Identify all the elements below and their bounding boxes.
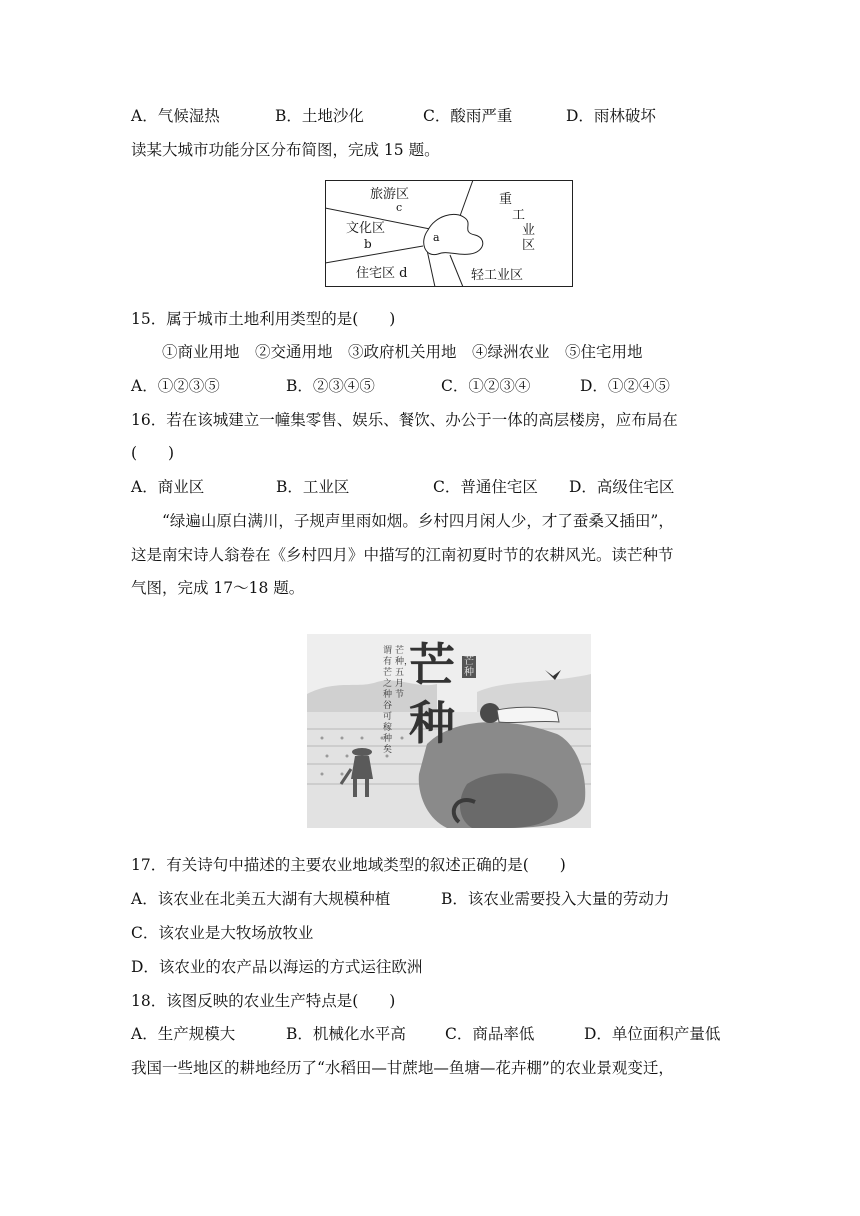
q18-stem: 18．该图反映的农业生产特点是( ): [131, 992, 396, 1010]
map-label-light: 轻工业区: [471, 268, 524, 283]
poem-line-1: “绿遍山原白满川，子规声里雨如烟。乡村四月闲人少，才了蚕桑又插田”，: [162, 512, 674, 530]
map-label-heavy-1: 重: [499, 192, 513, 207]
q17-option-b: B．该农业需要投入大量的劳动力: [441, 890, 670, 908]
q18-option-a: A．生产规模大: [131, 1025, 236, 1043]
map-label-culture: 文化区: [346, 221, 386, 236]
q17-stem: 17．有关诗句中描述的主要农业地域类型的叙述正确的是( ): [131, 856, 566, 874]
q14-option-a: A．气候湿热: [131, 107, 220, 125]
intro-q15: 读某大城市功能分区分布简图，完成 15 题。: [131, 141, 440, 159]
q15-stem: 15．属于城市土地利用类型的是( ): [131, 310, 396, 328]
q16-option-d: D．高级住宅区: [569, 478, 675, 496]
q16-option-b: B．工业区: [276, 478, 350, 496]
map-letter-b: b: [364, 237, 372, 251]
q17-option-c: C．该农业是大牧场放牧业: [131, 924, 314, 942]
map-label-heavy-3: 业: [522, 223, 536, 238]
q15-option-a: A．①②③⑤: [131, 377, 220, 395]
q16-option-c: C．普通住宅区: [433, 478, 538, 496]
q14-option-d: D．雨林破坏: [566, 107, 656, 125]
q18-option-d: D．单位面积产量低: [584, 1025, 721, 1043]
intro-next: 我国一些地区的耕地经历了“水稻田—甘蔗地—鱼塘—花卉棚”的农业景观变迁，: [131, 1059, 674, 1077]
mangzhong-illustration: [307, 634, 591, 828]
picture-vertical-1: 芒种，五月节: [395, 646, 414, 700]
q16-stem: 16．若在该城建立一幢集零售、娱乐、餐饮、办公于一体的高层楼房，应布局在: [131, 411, 678, 429]
poem-line-2: 这是南宋诗人翁卷在《乡村四月》中描写的江南初夏时节的农耕风光。读芒种节: [131, 546, 674, 564]
q18-option-c: C．商品率低: [445, 1025, 535, 1043]
q16-option-a: A．商业区: [131, 478, 205, 496]
q18-option-b: B．机械化水平高: [286, 1025, 406, 1043]
q15-option-b: B．②③④⑤: [286, 377, 375, 395]
q14-option-b: B．土地沙化: [275, 107, 364, 125]
q14-option-c: C．酸雨严重: [423, 107, 513, 125]
poem-line-3: 气图，完成 17～18 题。: [131, 579, 305, 597]
map-label-heavy-2: 工: [512, 208, 526, 223]
picture-seal: 芒种: [464, 656, 474, 678]
picture-title-1: 芒: [409, 638, 455, 692]
city-zoning-map: [325, 180, 573, 287]
map-label-tourism: 旅游区: [370, 187, 410, 202]
map-label-heavy-4: 区: [522, 238, 536, 253]
q17-option-d: D．该农业的农产品以海运的方式运往欧洲: [131, 958, 423, 976]
q15-option-d: D．①②④⑤: [580, 377, 670, 395]
q15-items: ①商业用地 ②交通用地 ③政府机关用地 ④绿洲农业 ⑤住宅用地: [162, 343, 643, 361]
picture-vertical-2: 谓有芒之种谷可稼种矣: [383, 646, 393, 755]
map-letter-c: c: [396, 201, 403, 214]
picture-title-2: 种: [409, 696, 455, 750]
map-letter-a: a: [433, 231, 440, 244]
q17-option-a: A．该农业在北美五大湖有大规模种植: [131, 890, 391, 908]
q15-option-c: C．①②③④: [441, 377, 531, 395]
q16-stem-paren: ( ): [131, 444, 175, 462]
map-label-residential: 住宅区 d: [356, 266, 408, 281]
